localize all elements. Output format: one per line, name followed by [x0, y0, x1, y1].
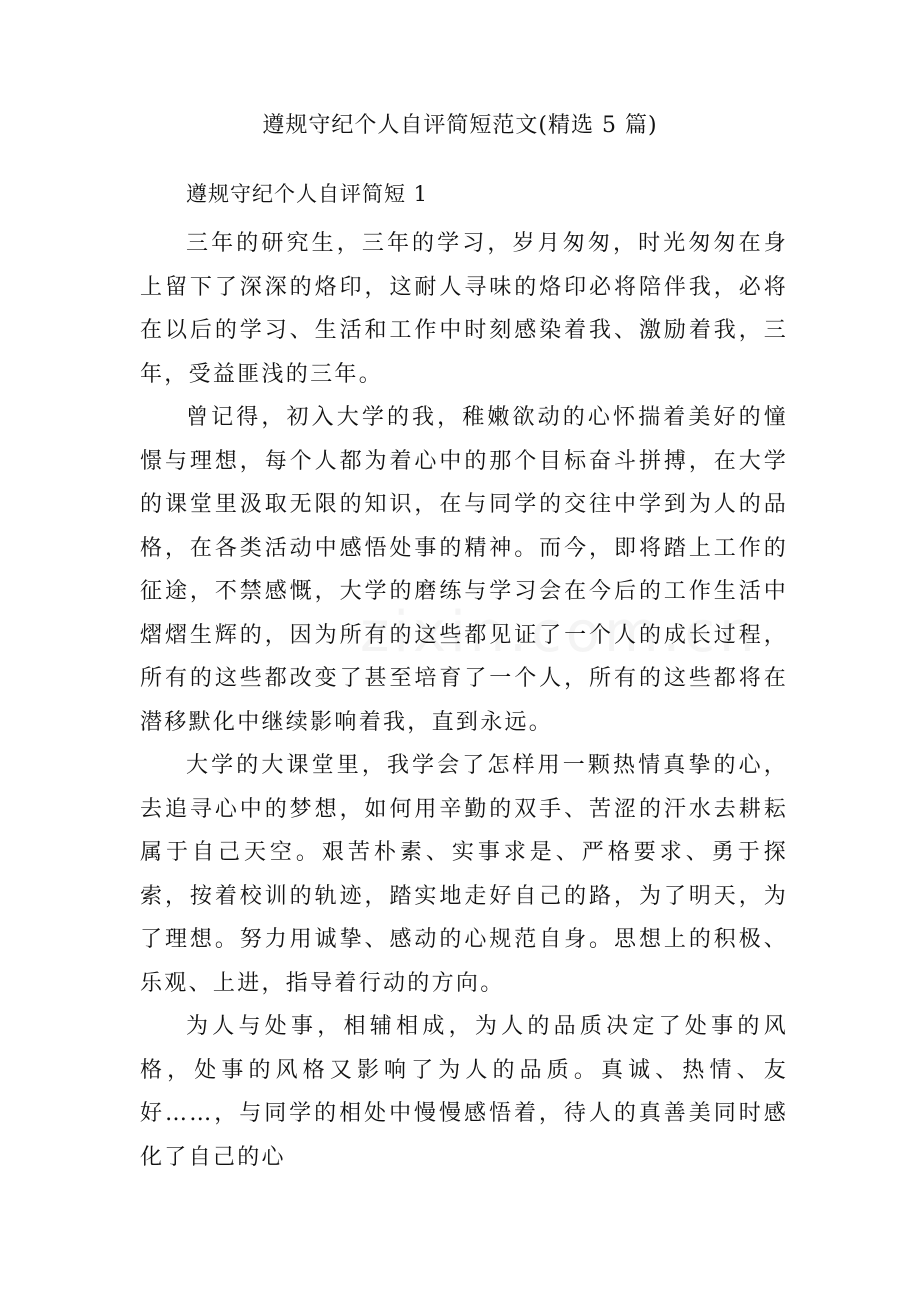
- document-body: [140, 222, 788, 1179]
- paragraph-1: 三年的研究生，三年的学习，岁月匆匆，时光匆匆在身上留下了深深的烙印，这耐人寻味的烙印必将陪伴我，必将在以后的学习、生活和工作中时刻感染着我、激励着我，三年，受益匪浅的三年。: [140, 231, 788, 387]
- section-heading: 遵规守纪个人自评简短 1: [186, 182, 429, 206]
- paragraph-2: 曾记得，初入大学的我，稚嫩欲动的心怀揣着美好的憧憬与理想，每个人都为着心中的那个目标奋斗拼搏，在大学的课堂里汲取无限的知识，在与同学的交往中学到为人的品格，在各类活动中感悟处事的精神。而今，即将踏上工作的征途，不禁感慨，大学的磨练与学习会在今后的工作生活中熠熠生辉的，因为所有的这些都见证了一个人的成长过程，所有的这些都改变了甚至培育了一个人，所有的这些都将在潜移默化中继续影响着我，直到永远。: [140, 405, 788, 735]
- document-title: 遵规守纪个人自评简短范文(精选 5 篇): [262, 113, 658, 138]
- paragraph-4: 为人与处事，相辅相成，为人的品质决定了处事的风格，处事的风格又影响了为人的品质。真诚、热情、友好……，与同学的相处中慢慢感悟着，待人的真善美同时感化了自己的心: [140, 1014, 788, 1170]
- paragraph-3: 大学的大课堂里，我学会了怎样用一颗热情真挚的心，去追寻心中的梦想，如何用辛勤的双手、苦涩的汗水去耕耘属于自己天空。艰苦朴素、实事求是、严格要求、勇于探索，按着校训的轨迹，踏实地走好自己的路，为了明天，为了理想。努力用诚挚、感动的心规范自身。思想上的积极、乐观、上进，指导着行动的方向。: [140, 753, 788, 996]
